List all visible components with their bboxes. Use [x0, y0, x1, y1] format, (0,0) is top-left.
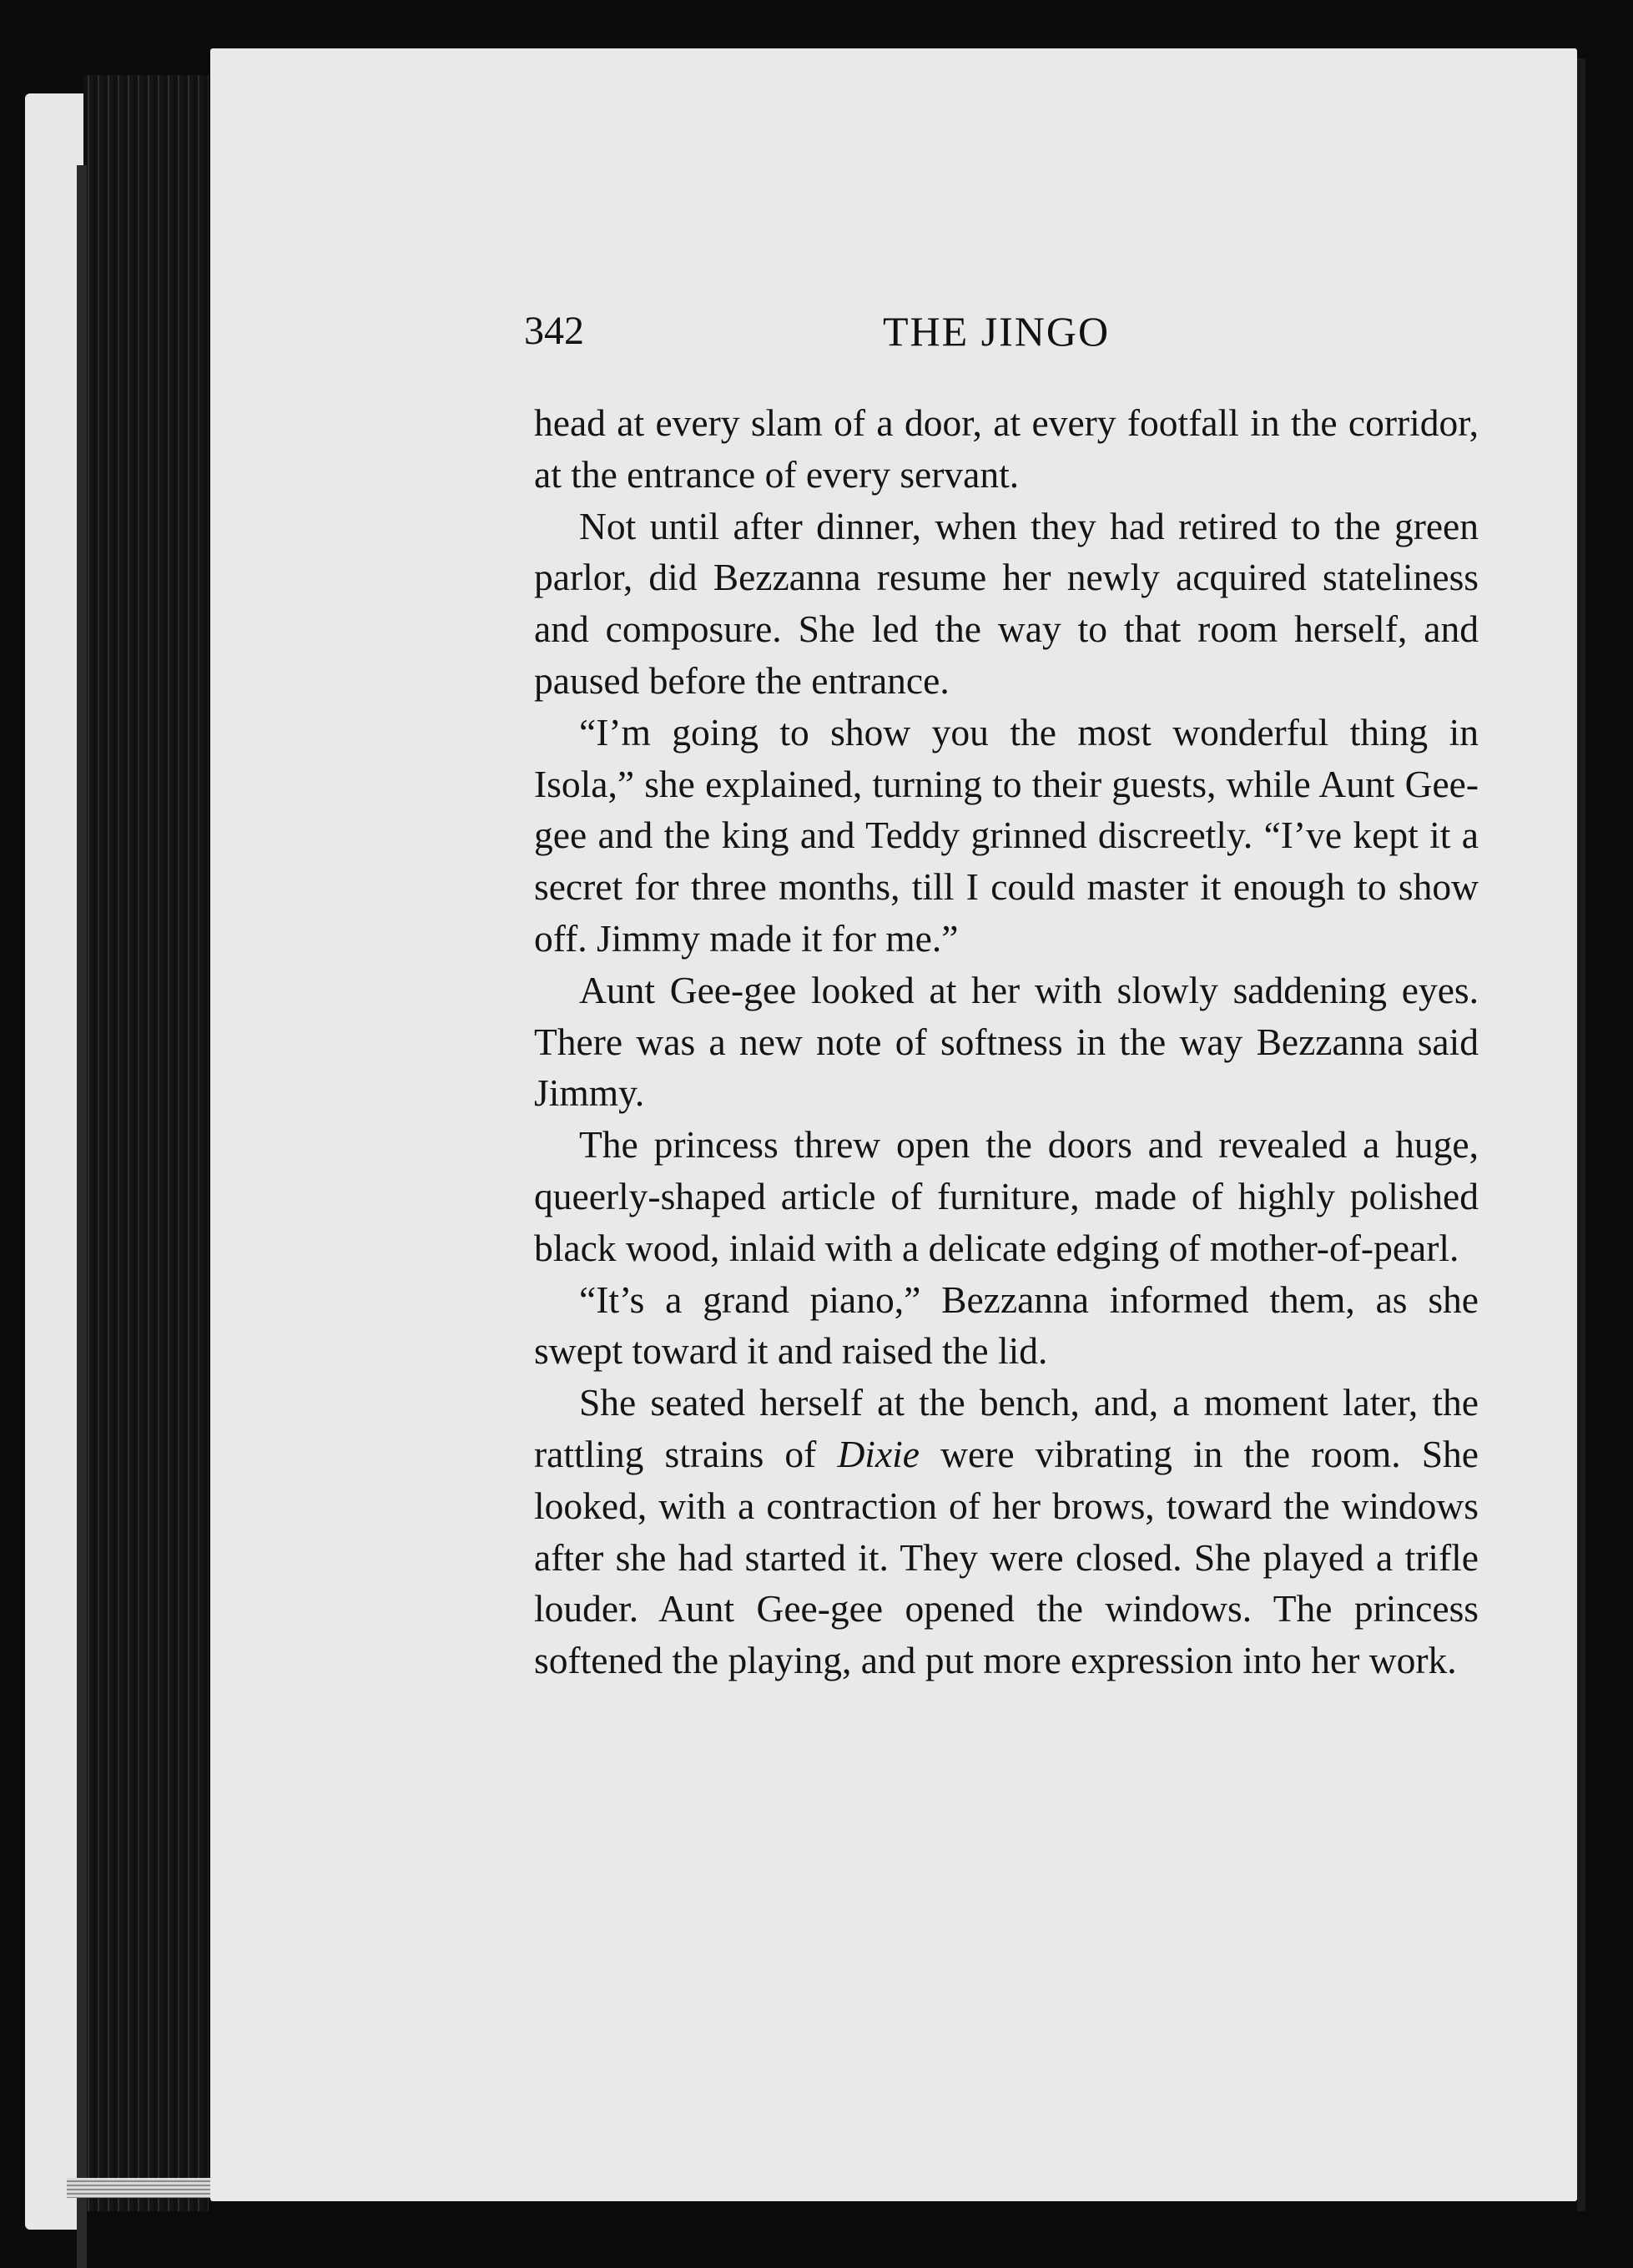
running-title: THE JINGO [883, 308, 1111, 355]
book-page-right-edge [1577, 58, 1585, 2211]
page-body-text [534, 397, 1479, 1686]
paragraph-5: The princess threw open the doors and revealed a huge, queerly-shaped article of furniture, made of highly polished black wood, inlaid with a delicate edging of mother-of-pearl. [534, 1123, 1479, 1269]
book-binding-edge [83, 75, 209, 2211]
paragraph-6: “It’s a grand piano,” Bezzanna informed them, as she swept toward it and raised the lid. [534, 1278, 1479, 1373]
paragraph-7-text-end: were vibrating in the room. She looked, with a contraction of her brows, toward the windows after she had started it. They were closed. She played a trifle louder. Aunt Gee-gee opened the windows. The princess softened the playing, and put more expression into her work. [534, 1432, 1479, 1682]
paragraph-2: Not until after dinner, when they had retired to the green parlor, did Bezzanna resume her newly acquired stateliness and composure. She led the way to that room herself, and paused before the entrance. [534, 504, 1479, 702]
paragraph-7-text-start: She seated herself at the bench, and, a moment later, the rattling strains of [534, 1381, 1479, 1475]
paragraph-7 [534, 1377, 1479, 1686]
paragraph-1: head at every slam of a door, at every footfall in the corridor, at the entrance of every servant. [534, 401, 1479, 496]
page-stack-shadow [77, 165, 87, 2268]
song-title-dixie: Dixie [837, 1432, 920, 1475]
page-header [524, 302, 1158, 360]
book-page-stack-left [25, 93, 83, 2230]
paragraph-4: Aunt Gee-gee looked at her with slowly saddening eyes. There was a new note of softness in the way Bezzanna said Jimmy. [534, 968, 1479, 1115]
paragraph-3: “I’m going to show you the most wonderful thing in Isola,” she explained, turning to their guests, while Aunt Gee-gee and the king and Teddy grinned discreetly. “I’ve kept it a secret for three months, till I could master it enough to show off. Jimmy made it for me.” [534, 710, 1479, 960]
page-number: 342 [524, 309, 584, 353]
